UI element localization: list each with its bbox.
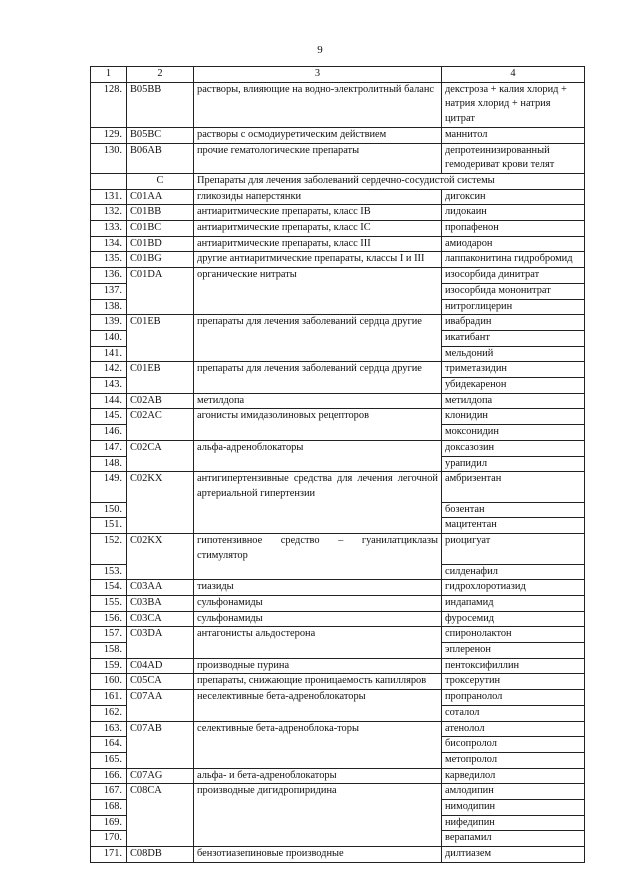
group-description: неселективные бета-адреноблокаторы bbox=[194, 690, 442, 706]
group-description: бензотиазепиновые производные bbox=[194, 847, 442, 863]
row-number: 155. bbox=[91, 595, 127, 611]
group-description bbox=[194, 346, 442, 362]
row-number: 141. bbox=[91, 346, 127, 362]
atc-code bbox=[127, 831, 194, 847]
drug-name: амиодарон bbox=[442, 236, 585, 252]
row-number: 129. bbox=[91, 127, 127, 143]
group-description: тиазиды bbox=[194, 580, 442, 596]
table-row bbox=[91, 205, 585, 221]
row-number: 167. bbox=[91, 784, 127, 800]
group-description: метилдопа bbox=[194, 393, 442, 409]
group-description: антигипертензивные средства для лечения легочной артериальной гипертензии bbox=[194, 472, 442, 502]
drug-name: метилдопа bbox=[442, 393, 585, 409]
table-row bbox=[91, 847, 585, 863]
atc-code bbox=[127, 564, 194, 580]
drug-name: силденафил bbox=[442, 564, 585, 580]
section-title: Препараты для лечения заболеваний сердечно-сосудистой системы bbox=[194, 173, 585, 189]
row-number: 162. bbox=[91, 705, 127, 721]
group-description: антиаритмические препараты, класс IB bbox=[194, 205, 442, 221]
row-number: 159. bbox=[91, 658, 127, 674]
table-row bbox=[91, 283, 585, 299]
atc-code: C05CA bbox=[127, 674, 194, 690]
drug-name: клонидин bbox=[442, 409, 585, 425]
drug-name: дилтиазем bbox=[442, 847, 585, 863]
atc-code: C01BG bbox=[127, 252, 194, 268]
atc-code: C01BC bbox=[127, 221, 194, 237]
table-row bbox=[91, 580, 585, 596]
drug-name: декстроза + калия хлорид + натрия хлорид + натрия цитрат bbox=[442, 82, 585, 127]
table-row bbox=[91, 627, 585, 643]
group-description: сульфонамиды bbox=[194, 611, 442, 627]
table-row bbox=[91, 378, 585, 394]
drug-name: спиронолактон bbox=[442, 627, 585, 643]
drug-name: мацитентан bbox=[442, 518, 585, 534]
group-description: препараты, снижающие проницаемость капилляров bbox=[194, 674, 442, 690]
row-number: 132. bbox=[91, 205, 127, 221]
row-number: 166. bbox=[91, 768, 127, 784]
row-number: 130. bbox=[91, 143, 127, 173]
drug-name: индапамид bbox=[442, 595, 585, 611]
drug-name: фуросемид bbox=[442, 611, 585, 627]
group-description: антиаритмические препараты, класс IC bbox=[194, 221, 442, 237]
atc-code bbox=[127, 502, 194, 518]
atc-code bbox=[127, 800, 194, 816]
atc-code bbox=[127, 815, 194, 831]
atc-code bbox=[127, 752, 194, 768]
row-number: 157. bbox=[91, 627, 127, 643]
column-header: 2 bbox=[127, 67, 194, 83]
atc-code: C02AB bbox=[127, 393, 194, 409]
atc-code: B06AB bbox=[127, 143, 194, 173]
group-description bbox=[194, 705, 442, 721]
group-description bbox=[194, 815, 442, 831]
drug-name: лидокаин bbox=[442, 205, 585, 221]
group-description: альфа- и бета-адреноблокаторы bbox=[194, 768, 442, 784]
table-row bbox=[91, 143, 585, 173]
table-row bbox=[91, 518, 585, 534]
atc-code: C01BB bbox=[127, 205, 194, 221]
drug-name: икатибант bbox=[442, 330, 585, 346]
table-row bbox=[91, 690, 585, 706]
row-number: 137. bbox=[91, 283, 127, 299]
row-number: 163. bbox=[91, 721, 127, 737]
drug-name: метопролол bbox=[442, 752, 585, 768]
group-description: производные пурина bbox=[194, 658, 442, 674]
drug-name: нимодипин bbox=[442, 800, 585, 816]
drug-name: бисопролол bbox=[442, 737, 585, 753]
table-row bbox=[91, 315, 585, 331]
atc-code bbox=[127, 425, 194, 441]
group-description bbox=[194, 737, 442, 753]
row-number: 161. bbox=[91, 690, 127, 706]
table-row bbox=[91, 502, 585, 518]
atc-code bbox=[127, 737, 194, 753]
table-row bbox=[91, 330, 585, 346]
row-number: 140. bbox=[91, 330, 127, 346]
atc-code: C08CA bbox=[127, 784, 194, 800]
atc-code bbox=[127, 346, 194, 362]
atc-code bbox=[127, 705, 194, 721]
row-number: 136. bbox=[91, 268, 127, 284]
atc-code: C08DB bbox=[127, 847, 194, 863]
column-header: 1 bbox=[91, 67, 127, 83]
section-row bbox=[91, 173, 585, 189]
drug-name: риоцигуат bbox=[442, 534, 585, 564]
table-row bbox=[91, 252, 585, 268]
table-row bbox=[91, 784, 585, 800]
table-row bbox=[91, 236, 585, 252]
group-description: сульфонамиды bbox=[194, 595, 442, 611]
drug-name: гидрохлоротиазид bbox=[442, 580, 585, 596]
table-row bbox=[91, 752, 585, 768]
drug-name: нитроглицерин bbox=[442, 299, 585, 315]
group-description: прочие гематологические препараты bbox=[194, 143, 442, 173]
row-number: 164. bbox=[91, 737, 127, 753]
group-description: антагонисты альдостерона bbox=[194, 627, 442, 643]
table-row bbox=[91, 768, 585, 784]
drug-name: верапамил bbox=[442, 831, 585, 847]
atc-code: C01DA bbox=[127, 268, 194, 284]
group-description bbox=[194, 299, 442, 315]
table-row bbox=[91, 346, 585, 362]
row-number: 142. bbox=[91, 362, 127, 378]
atc-code: C02CA bbox=[127, 440, 194, 456]
group-description: препараты для лечения заболеваний сердца другие bbox=[194, 315, 442, 331]
drug-name: мельдоний bbox=[442, 346, 585, 362]
table-row bbox=[91, 658, 585, 674]
row-number bbox=[91, 173, 127, 189]
table-row bbox=[91, 595, 585, 611]
row-number: 158. bbox=[91, 643, 127, 659]
atc-code bbox=[127, 456, 194, 472]
row-number: 168. bbox=[91, 800, 127, 816]
atc-code: B05BC bbox=[127, 127, 194, 143]
row-number: 128. bbox=[91, 82, 127, 127]
drug-name: доксазозин bbox=[442, 440, 585, 456]
row-number: 153. bbox=[91, 564, 127, 580]
table-row bbox=[91, 409, 585, 425]
row-number: 156. bbox=[91, 611, 127, 627]
group-description: органические нитраты bbox=[194, 268, 442, 284]
atc-code: C07AB bbox=[127, 721, 194, 737]
row-number: 133. bbox=[91, 221, 127, 237]
atc-code bbox=[127, 299, 194, 315]
drug-name: изосорбида динитрат bbox=[442, 268, 585, 284]
table-row bbox=[91, 800, 585, 816]
table-row bbox=[91, 534, 585, 564]
table-row bbox=[91, 393, 585, 409]
drug-name: соталол bbox=[442, 705, 585, 721]
drug-name: ивабрадин bbox=[442, 315, 585, 331]
table-row bbox=[91, 299, 585, 315]
atc-code bbox=[127, 330, 194, 346]
drug-name: эплеренон bbox=[442, 643, 585, 659]
atc-code: C02KX bbox=[127, 534, 194, 564]
row-number: 135. bbox=[91, 252, 127, 268]
atc-code: C03DA bbox=[127, 627, 194, 643]
row-number: 154. bbox=[91, 580, 127, 596]
row-number: 152. bbox=[91, 534, 127, 564]
table-row bbox=[91, 472, 585, 502]
row-number: 165. bbox=[91, 752, 127, 768]
row-number: 170. bbox=[91, 831, 127, 847]
group-description: селективные бета-адреноблока-торы bbox=[194, 721, 442, 737]
drug-name: депротеинизированный гемодериват крови телят bbox=[442, 143, 585, 173]
group-description: растворы, влияющие на водно-электролитный баланс bbox=[194, 82, 442, 127]
atc-code: C04AD bbox=[127, 658, 194, 674]
drug-name: бозентан bbox=[442, 502, 585, 518]
row-number: 139. bbox=[91, 315, 127, 331]
row-number: 143. bbox=[91, 378, 127, 394]
row-number: 151. bbox=[91, 518, 127, 534]
group-description bbox=[194, 643, 442, 659]
drug-name: пропафенон bbox=[442, 221, 585, 237]
table-row bbox=[91, 721, 585, 737]
drug-name: атенолол bbox=[442, 721, 585, 737]
drug-name: изосорбида мононитрат bbox=[442, 283, 585, 299]
column-header: 4 bbox=[442, 67, 585, 83]
atc-code: C03BA bbox=[127, 595, 194, 611]
group-description bbox=[194, 425, 442, 441]
group-description bbox=[194, 456, 442, 472]
table-row bbox=[91, 362, 585, 378]
row-number: 160. bbox=[91, 674, 127, 690]
drug-name: нифедипин bbox=[442, 815, 585, 831]
row-number: 171. bbox=[91, 847, 127, 863]
group-description: антиаритмические препараты, класс III bbox=[194, 236, 442, 252]
atc-code: C03CA bbox=[127, 611, 194, 627]
drug-name: пентоксифиллин bbox=[442, 658, 585, 674]
drug-name: троксерутин bbox=[442, 674, 585, 690]
group-description: гликозиды наперстянки bbox=[194, 189, 442, 205]
row-number: 145. bbox=[91, 409, 127, 425]
table-row bbox=[91, 611, 585, 627]
group-description bbox=[194, 378, 442, 394]
drug-name: дигоксин bbox=[442, 189, 585, 205]
drug-name: амлодипин bbox=[442, 784, 585, 800]
drug-name: моксонидин bbox=[442, 425, 585, 441]
drug-name: урапидил bbox=[442, 456, 585, 472]
drug-name: амбризентан bbox=[442, 472, 585, 502]
table-row bbox=[91, 127, 585, 143]
atc-code: C bbox=[127, 173, 194, 189]
atc-code: C01AA bbox=[127, 189, 194, 205]
group-description bbox=[194, 752, 442, 768]
atc-code bbox=[127, 643, 194, 659]
row-number: 144. bbox=[91, 393, 127, 409]
drug-name: лаппаконитина гидробромид bbox=[442, 252, 585, 268]
table-row bbox=[91, 425, 585, 441]
table-row bbox=[91, 82, 585, 127]
table-row bbox=[91, 815, 585, 831]
atc-code: C01EB bbox=[127, 315, 194, 331]
atc-code: C03AA bbox=[127, 580, 194, 596]
row-number: 138. bbox=[91, 299, 127, 315]
group-description: агонисты имидазолиновых рецепторов bbox=[194, 409, 442, 425]
atc-code: C02AC bbox=[127, 409, 194, 425]
group-description: производные дигидропиридина bbox=[194, 784, 442, 800]
group-description bbox=[194, 283, 442, 299]
row-number: 150. bbox=[91, 502, 127, 518]
atc-code: C01EB bbox=[127, 362, 194, 378]
drug-name: карведилол bbox=[442, 768, 585, 784]
atc-code: C01BD bbox=[127, 236, 194, 252]
drug-name: триметазидин bbox=[442, 362, 585, 378]
table-row bbox=[91, 831, 585, 847]
group-description: альфа-адреноблокаторы bbox=[194, 440, 442, 456]
atc-code: B05BB bbox=[127, 82, 194, 127]
row-number: 169. bbox=[91, 815, 127, 831]
table-row bbox=[91, 440, 585, 456]
table-row bbox=[91, 674, 585, 690]
group-description: другие антиаритмические препараты, классы I и III bbox=[194, 252, 442, 268]
atc-code: C07AG bbox=[127, 768, 194, 784]
table-row bbox=[91, 737, 585, 753]
table-row bbox=[91, 189, 585, 205]
row-number: 134. bbox=[91, 236, 127, 252]
atc-code bbox=[127, 283, 194, 299]
group-description: гипотензивное средство – гуанилатциклазы стимулятор bbox=[194, 534, 442, 564]
column-header: 3 bbox=[194, 67, 442, 83]
group-description bbox=[194, 518, 442, 534]
group-description bbox=[194, 831, 442, 847]
drug-name: убидекаренон bbox=[442, 378, 585, 394]
group-description: растворы с осмодиуретическим действием bbox=[194, 127, 442, 143]
table-row bbox=[91, 456, 585, 472]
row-number: 147. bbox=[91, 440, 127, 456]
table-row bbox=[91, 268, 585, 284]
group-description bbox=[194, 564, 442, 580]
group-description bbox=[194, 502, 442, 518]
table-header-row bbox=[91, 67, 585, 83]
drug-name: маннитол bbox=[442, 127, 585, 143]
table-row bbox=[91, 221, 585, 237]
row-number: 131. bbox=[91, 189, 127, 205]
page-number: 9 bbox=[317, 44, 323, 56]
group-description: препараты для лечения заболеваний сердца другие bbox=[194, 362, 442, 378]
group-description bbox=[194, 330, 442, 346]
row-number: 146. bbox=[91, 425, 127, 441]
drug-table bbox=[90, 66, 585, 863]
atc-code bbox=[127, 518, 194, 534]
row-number: 149. bbox=[91, 472, 127, 502]
table-row bbox=[91, 564, 585, 580]
row-number: 148. bbox=[91, 456, 127, 472]
atc-code bbox=[127, 378, 194, 394]
atc-code: C07AA bbox=[127, 690, 194, 706]
table-row bbox=[91, 643, 585, 659]
group-description bbox=[194, 800, 442, 816]
atc-code: C02KX bbox=[127, 472, 194, 502]
table-row bbox=[91, 705, 585, 721]
drug-name: пропранолол bbox=[442, 690, 585, 706]
